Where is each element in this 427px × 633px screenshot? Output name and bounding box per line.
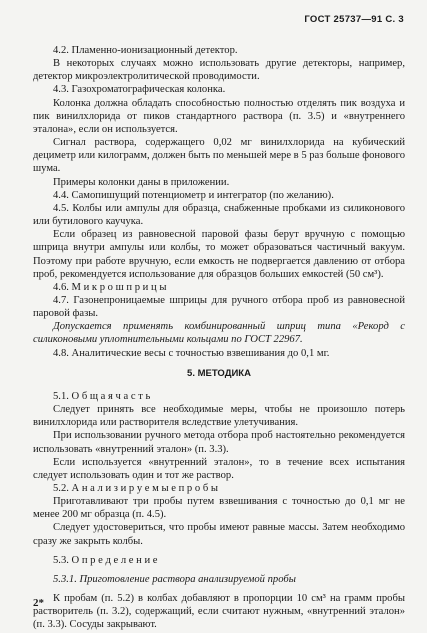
paragraph: 4.8. Аналитические весы с точностью взвешивания до 0,1 мг. [53,347,330,359]
page-footer: 2* [33,597,44,609]
paragraph: 4.4. Самопишущий потенциометр и интегратор (по желанию). [53,189,334,201]
paragraph: 5.2. А н а л и з и р у е м ы е п р о б ы [53,483,218,494]
paragraph: К пробам (п. 5.2) в колбах добавляют в пропорции 10 см³ на грамм пробы растворитель (п. 3.2), содержащий, если считают нужным, «внутренний эталон» (п. 3.3). Сосуды закрывают. [33,593,405,631]
paragraph: Допускается применять комбинированный шприц типа «Рекорд с силиконовыми уплотнительными кольцами по ГОСТ 22967. [33,321,405,346]
paragraph: Сигнал раствора, содержащего 0,02 мг винилхлорида на кубический дециметр или килограмм, должен быть по меньшей мере в 5 раз больше фонового шума. [33,137,405,175]
document-body [33,44,405,632]
section-heading: 5. МЕТОДИКА [187,367,251,379]
paragraph: Следует удостовериться, что пробы имеют равные массы. Затем необходимо сразу же закрыть колбы. [33,522,405,547]
paragraph: 5.3.1. Приготовление раствора анализируемой пробы [53,573,296,585]
paragraph: 5.3. О п р е д е л е н и е [53,554,158,566]
paragraph: В некоторых случаях можно использовать другие детекторы, например, детектор микроэлектролитической проводимости. [33,58,405,83]
paragraph: 5.1. О б щ а я ч а с т ь [53,390,151,402]
paragraph: 4.2. Пламенно-ионизационный детектор. [53,45,238,56]
paragraph: 4.6. М и к р о ш п р и ц ы [53,281,167,293]
paragraph: Колонка должна обладать способностью полностью отделять пик воздуха и пик винилхлорида от пиков стандартного раствора (п. 3.5) и «внутреннего эталона», если он используется. [33,97,405,135]
paragraph: Приготавливают три пробы путем взвешивания с точностью до 0,1 мг не менее 200 мг образца (п. 4.5). [33,496,405,521]
paragraph: 4.7. Газонепроницаемые шприцы для ручного отбора проб из равновесной паровой фазы. [33,294,405,320]
paragraph: Следует принять все необходимые меры, чтобы не произошло потерь винилхлорида или растворителя вследствие улетучивания. [33,404,405,429]
paragraph: Если образец из равновесной паровой фазы берут вручную с помощью шприца внутри ампулы или колбы, то может образоваться частичный вакуум. Поэтому при работе вручную, если емкость не подвергается давлению от отбора проб, рекомендуется использование для образцов больших емкостей (50 см³). [33,229,405,280]
paragraph: При использовании ручного метода отбора проб настоятельно рекомендуется использовать «внутренний эталон» (п. 3.3). [33,430,405,455]
paragraph: 4.5. Колбы или ампулы для образца, снабженные пробками из силиконового или бутилового каучука. [33,202,405,228]
paragraph: Примеры колонки даны в приложении. [53,176,230,188]
page-header: ГОСТ 25737—91 С. 3 [304,14,404,25]
paragraph: Если используется «внутренний эталон», то в течение всех испытания следует использовать один и тот же раствор. [33,456,405,481]
paragraph: 4.3. Газохроматографическая колонка. [53,84,226,96]
